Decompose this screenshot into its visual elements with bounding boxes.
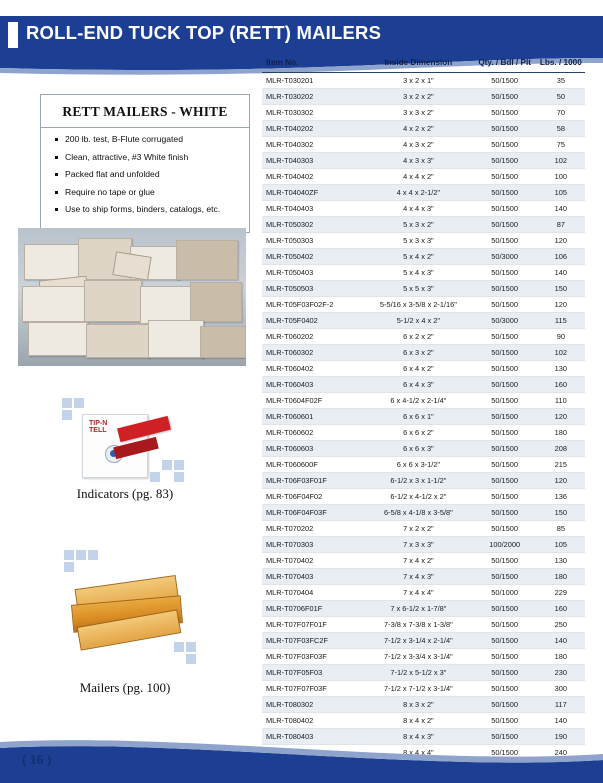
caption-mailers: Mailers (pg. 100)	[79, 680, 171, 695]
table-row	[262, 297, 585, 313]
table-row	[262, 393, 585, 409]
table-row	[262, 265, 585, 281]
cell-qty: 50/1500	[473, 425, 537, 441]
cell-lbs: 150	[537, 505, 585, 521]
cell-item-no: MLR-T06F04F03F	[262, 505, 364, 521]
table-row	[262, 153, 585, 169]
cell-inside-dimension: 6 x 4 x 2"	[364, 361, 473, 377]
cell-qty: 50/1500	[473, 361, 537, 377]
table-row	[262, 489, 585, 505]
cell-inside-dimension: 4 x 3 x 2"	[364, 137, 473, 153]
cell-inside-dimension: 6 x 6 x 3-1/2"	[364, 457, 473, 473]
cell-qty: 50/1500	[473, 633, 537, 649]
cell-qty: 50/1500	[473, 105, 537, 121]
cell-lbs: 140	[537, 201, 585, 217]
table-row	[262, 601, 585, 617]
cell-item-no: MLR-T05F0402	[262, 313, 364, 329]
feature-bullet: 200 lb. test, B-Flute corrugated	[55, 134, 239, 152]
cell-inside-dimension: 6-1/2 x 3 x 1-1/2"	[364, 473, 473, 489]
table-row	[262, 377, 585, 393]
cell-item-no: MLR-T0604F02F	[262, 393, 364, 409]
table-row	[262, 457, 585, 473]
cell-qty: 50/1500	[473, 137, 537, 153]
cell-qty: 50/1500	[473, 281, 537, 297]
cell-inside-dimension: 6-5/8 x 4-1/8 x 3-5/8"	[364, 505, 473, 521]
cell-qty: 50/1500	[473, 329, 537, 345]
table-row	[262, 89, 585, 105]
cell-item-no: MLR-T030302	[262, 105, 364, 121]
table-row	[262, 313, 585, 329]
table-row	[262, 345, 585, 361]
cell-inside-dimension: 7-1/2 x 7-1/2 x 3-1/4"	[364, 681, 473, 697]
product-table-container	[262, 54, 585, 777]
cell-item-no: MLR-T040202	[262, 121, 364, 137]
cell-lbs: 90	[537, 329, 585, 345]
cell-lbs: 100	[537, 169, 585, 185]
table-row	[262, 185, 585, 201]
cell-lbs: 230	[537, 665, 585, 681]
product-photo-mailers	[62, 548, 202, 674]
cell-qty: 50/1500	[473, 601, 537, 617]
table-row	[262, 137, 585, 153]
cell-inside-dimension: 7 x 3 x 3"	[364, 537, 473, 553]
table-row	[262, 233, 585, 249]
product-photo-indicators	[62, 398, 196, 490]
cell-lbs: 120	[537, 297, 585, 313]
cell-inside-dimension: 8 x 4 x 3"	[364, 729, 473, 745]
column-header-qty: Qty. / Bdl / Plt	[473, 54, 537, 73]
cell-lbs: 150	[537, 281, 585, 297]
feature-box-divider	[41, 127, 249, 128]
cell-qty: 50/1500	[473, 745, 537, 761]
cell-lbs: 120	[537, 409, 585, 425]
cell-inside-dimension: 6 x 3 x 2"	[364, 345, 473, 361]
cell-lbs: 136	[537, 489, 585, 505]
cell-item-no: MLR-T040403	[262, 201, 364, 217]
table-row	[262, 409, 585, 425]
cell-lbs: 250	[537, 617, 585, 633]
cell-qty: 50/1500	[473, 649, 537, 665]
feature-bullet: Use to ship forms, binders, catalogs, etc.	[55, 204, 239, 222]
cell-lbs: 85	[537, 521, 585, 537]
cell-lbs: 180	[537, 649, 585, 665]
cell-lbs: 208	[537, 441, 585, 457]
cell-item-no: MLR-T0706F01F	[262, 601, 364, 617]
cell-inside-dimension: 7 x 4 x 4"	[364, 585, 473, 601]
cell-item-no: MLR-T040402	[262, 169, 364, 185]
cell-inside-dimension: 6 x 6 x 2"	[364, 425, 473, 441]
cell-qty: 50/1500	[473, 505, 537, 521]
cell-inside-dimension: 3 x 3 x 2"	[364, 105, 473, 121]
feature-box-title: RETT MAILERS - WHITE	[62, 104, 228, 119]
cell-item-no: MLR-T070202	[262, 521, 364, 537]
table-row	[262, 281, 585, 297]
table-row	[262, 521, 585, 537]
cell-qty: 50/1500	[473, 665, 537, 681]
cell-lbs: 117	[537, 697, 585, 713]
cell-inside-dimension: 4 x 4 x 2-1/2"	[364, 185, 473, 201]
cell-qty: 50/1500	[473, 457, 537, 473]
cell-item-no: MLR-T07F05F03	[262, 665, 364, 681]
footer-swoop-svg	[0, 738, 603, 783]
cell-lbs: 58	[537, 121, 585, 137]
cell-item-no: MLR-T06F04F02	[262, 489, 364, 505]
cell-item-no: MLR-T060403	[262, 377, 364, 393]
cell-lbs: 70	[537, 105, 585, 121]
table-row	[262, 329, 585, 345]
cell-lbs: 140	[537, 713, 585, 729]
cell-inside-dimension: 7-1/2 x 3-3/4 x 3-1/4"	[364, 649, 473, 665]
cell-inside-dimension: 6 x 6 x 1"	[364, 409, 473, 425]
cell-inside-dimension: 7 x 2 x 2"	[364, 521, 473, 537]
cell-inside-dimension: 7-1/2 x 5-1/2 x 3"	[364, 665, 473, 681]
cell-lbs: 50	[537, 89, 585, 105]
cell-item-no: MLR-T050403	[262, 265, 364, 281]
feature-bullet: Require no tape or glue	[55, 187, 239, 205]
cell-item-no: MLR-T060602	[262, 425, 364, 441]
cell-item-no: MLR-T040303	[262, 153, 364, 169]
cell-inside-dimension: 6 x 6 x 3"	[364, 441, 473, 457]
cell-qty: 50/1500	[473, 569, 537, 585]
cell-inside-dimension: 5 x 4 x 2"	[364, 249, 473, 265]
cell-qty: 50/1500	[473, 393, 537, 409]
cell-inside-dimension: 4 x 3 x 3"	[364, 153, 473, 169]
table-row	[262, 649, 585, 665]
cell-lbs: 75	[537, 137, 585, 153]
cell-qty: 50/1000	[473, 585, 537, 601]
caption-indicators: Indicators (pg. 83)	[76, 486, 174, 501]
cell-inside-dimension: 5-1/2 x 4 x 2"	[364, 313, 473, 329]
cell-inside-dimension: 4 x 4 x 2"	[364, 169, 473, 185]
header-accent-bar	[8, 22, 18, 48]
cell-item-no: MLR-T070404	[262, 585, 364, 601]
page-footer-band	[0, 738, 603, 783]
cell-item-no: MLR-T080403	[262, 729, 364, 745]
table-body	[262, 73, 585, 777]
cell-item-no: MLR-T040302	[262, 137, 364, 153]
cell-lbs: 160	[537, 601, 585, 617]
page-number: ( 16 )	[22, 752, 52, 767]
cell-item-no: MLR-T050402	[262, 249, 364, 265]
cell-inside-dimension: 5-5/16 x 3-5/8 x 2-1/16"	[364, 297, 473, 313]
cell-item-no: MLR-T060302	[262, 345, 364, 361]
cell-item-no: MLR-T07F03FC2F	[262, 633, 364, 649]
table-row	[262, 585, 585, 601]
cell-item-no: MLR-T070403	[262, 569, 364, 585]
table-row	[262, 713, 585, 729]
table-row	[262, 537, 585, 553]
cell-lbs: 87	[537, 217, 585, 233]
cell-item-no: MLR-T060601	[262, 409, 364, 425]
cell-item-no: MLR-T07F07F01F	[262, 617, 364, 633]
cell-qty: 50/1500	[473, 553, 537, 569]
cell-inside-dimension: 8 x 4 x 2"	[364, 713, 473, 729]
cell-qty: 50/1500	[473, 73, 537, 89]
cell-lbs: 120	[537, 473, 585, 489]
cell-lbs: 215	[537, 457, 585, 473]
table-row	[262, 169, 585, 185]
table-row	[262, 473, 585, 489]
cell-lbs: 240	[537, 745, 585, 761]
cell-item-no: MLR-T080402	[262, 713, 364, 729]
cell-lbs: 115	[537, 313, 585, 329]
cell-qty: 50/1500	[473, 681, 537, 697]
table-row	[262, 553, 585, 569]
feature-bullet-list	[41, 134, 249, 232]
cell-qty: 50/1500	[473, 169, 537, 185]
feature-callout-box	[40, 94, 250, 233]
cell-qty: 50/1500	[473, 201, 537, 217]
cell-lbs: 105	[537, 185, 585, 201]
table-row	[262, 361, 585, 377]
cell-lbs: 120	[537, 233, 585, 249]
cell-inside-dimension: 7-3/8 x 7-3/8 x 1-3/8"	[364, 617, 473, 633]
cell-inside-dimension: 8 x 3 x 2"	[364, 697, 473, 713]
cell-qty: 50/1500	[473, 345, 537, 361]
cell-item-no: MLR-T06F03F01F	[262, 473, 364, 489]
table-row	[262, 441, 585, 457]
cell-qty: 50/1500	[473, 697, 537, 713]
cell-inside-dimension: 6-1/2 x 4-1/2 x 2"	[364, 489, 473, 505]
cell-lbs: 102	[537, 153, 585, 169]
cell-lbs: 102	[537, 345, 585, 361]
cell-inside-dimension: 7-1/2 x 3-1/4 x 2-1/4"	[364, 633, 473, 649]
cell-lbs: 300	[537, 681, 585, 697]
cell-item-no: MLR-T060600F	[262, 457, 364, 473]
cell-item-no: MLR-T060202	[262, 329, 364, 345]
cell-qty: 50/1500	[473, 121, 537, 137]
cell-lbs: 105	[537, 537, 585, 553]
feature-bullet: Packed flat and unfolded	[55, 169, 239, 187]
cell-inside-dimension: 7 x 6-1/2 x 1-7/8"	[364, 601, 473, 617]
cell-lbs: 35	[537, 73, 585, 89]
cell-qty: 50/1500	[473, 297, 537, 313]
cell-qty: 50/1500	[473, 185, 537, 201]
cell-qty: 50/1500	[473, 473, 537, 489]
cell-inside-dimension: 3 x 2 x 2"	[364, 89, 473, 105]
table-row	[262, 697, 585, 713]
table-row	[262, 249, 585, 265]
cell-item-no: MLR-T04040ZF	[262, 185, 364, 201]
column-header-item-no: Item No.	[262, 54, 364, 73]
table-row	[262, 617, 585, 633]
cell-lbs: 160	[537, 377, 585, 393]
cell-item-no: MLR-T050302	[262, 217, 364, 233]
cell-qty: 50/1500	[473, 409, 537, 425]
cell-qty: 50/1500	[473, 441, 537, 457]
cell-lbs: 130	[537, 361, 585, 377]
cell-inside-dimension: 6 x 4 x 3"	[364, 377, 473, 393]
table-row	[262, 201, 585, 217]
cell-qty: 50/1500	[473, 729, 537, 745]
table-row	[262, 73, 585, 89]
cell-inside-dimension: 6 x 2 x 2"	[364, 329, 473, 345]
cell-qty: 50/1500	[473, 377, 537, 393]
cell-lbs: 140	[537, 265, 585, 281]
cell-inside-dimension: 4 x 2 x 2"	[364, 121, 473, 137]
table-header-row	[262, 54, 585, 73]
cell-inside-dimension: 7 x 4 x 3"	[364, 569, 473, 585]
cell-qty: 50/1500	[473, 265, 537, 281]
cell-qty: 50/1500	[473, 153, 537, 169]
cell-lbs: 130	[537, 553, 585, 569]
feature-bullet: Clean, attractive, #3 White finish	[55, 152, 239, 170]
cell-item-no: MLR-T080302	[262, 697, 364, 713]
column-header-inside-dimension: Inside Dimension	[364, 54, 473, 73]
table-row	[262, 633, 585, 649]
cell-item-no: MLR-T070303	[262, 537, 364, 553]
table-row	[262, 217, 585, 233]
cell-item-no: MLR-T060402	[262, 361, 364, 377]
cell-inside-dimension: 3 x 2 x 1"	[364, 73, 473, 89]
cell-lbs: 190	[537, 729, 585, 745]
cell-item-no: MLR-T070402	[262, 553, 364, 569]
cell-inside-dimension: 6 x 4-1/2 x 2-1/4"	[364, 393, 473, 409]
cell-qty: 50/1500	[473, 89, 537, 105]
cell-inside-dimension: 5 x 3 x 3"	[364, 233, 473, 249]
product-table	[262, 54, 585, 777]
cell-item-no: MLR-T030202	[262, 89, 364, 105]
cell-qty: 50/1500	[473, 713, 537, 729]
product-photo-boxes	[18, 228, 246, 366]
table-row	[262, 681, 585, 697]
page-title: ROLL-END TUCK TOP (RETT) MAILERS	[26, 22, 382, 43]
cell-inside-dimension: 4 x 4 x 3"	[364, 201, 473, 217]
cell-inside-dimension: 5 x 3 x 2"	[364, 217, 473, 233]
cell-qty: 50/3000	[473, 249, 537, 265]
cell-item-no: MLR-T050303	[262, 233, 364, 249]
cell-inside-dimension: 8 x 4 x 4"	[364, 745, 473, 761]
cell-lbs: 229	[537, 585, 585, 601]
cell-qty: 50/3000	[473, 313, 537, 329]
cell-qty: 50/1500	[473, 489, 537, 505]
cell-item-no: MLR-T060603	[262, 441, 364, 457]
cell-lbs: 140	[537, 633, 585, 649]
table-row	[262, 105, 585, 121]
cell-qty: 50/1500	[473, 233, 537, 249]
cell-inside-dimension: 7 x 4 x 2"	[364, 553, 473, 569]
tip-n-tell-label: TIP-N TELL	[89, 420, 108, 435]
cell-qty: 50/1500	[473, 617, 537, 633]
cell-lbs: 180	[537, 425, 585, 441]
table-row	[262, 425, 585, 441]
cell-qty: 50/1500	[473, 217, 537, 233]
table-row	[262, 569, 585, 585]
cell-qty: 50/1500	[473, 521, 537, 537]
cell-item-no: MLR-T07F03F03F	[262, 649, 364, 665]
cell-inside-dimension: 5 x 5 x 3"	[364, 281, 473, 297]
cell-lbs: 110	[537, 393, 585, 409]
cell-item-no: MLR-T050503	[262, 281, 364, 297]
cell-item-no: MLR-T07F07F03F	[262, 681, 364, 697]
table-row	[262, 505, 585, 521]
table-row	[262, 121, 585, 137]
cell-lbs: 180	[537, 569, 585, 585]
cell-item-no: MLR-T05F03F02F-2	[262, 297, 364, 313]
cell-item-no: MLR-T030201	[262, 73, 364, 89]
cell-qty: 100/2000	[473, 537, 537, 553]
cell-lbs: 106	[537, 249, 585, 265]
table-head	[262, 54, 585, 73]
cell-inside-dimension: 5 x 4 x 3"	[364, 265, 473, 281]
column-header-lbs: Lbs. / 1000	[537, 54, 585, 73]
table-row	[262, 665, 585, 681]
